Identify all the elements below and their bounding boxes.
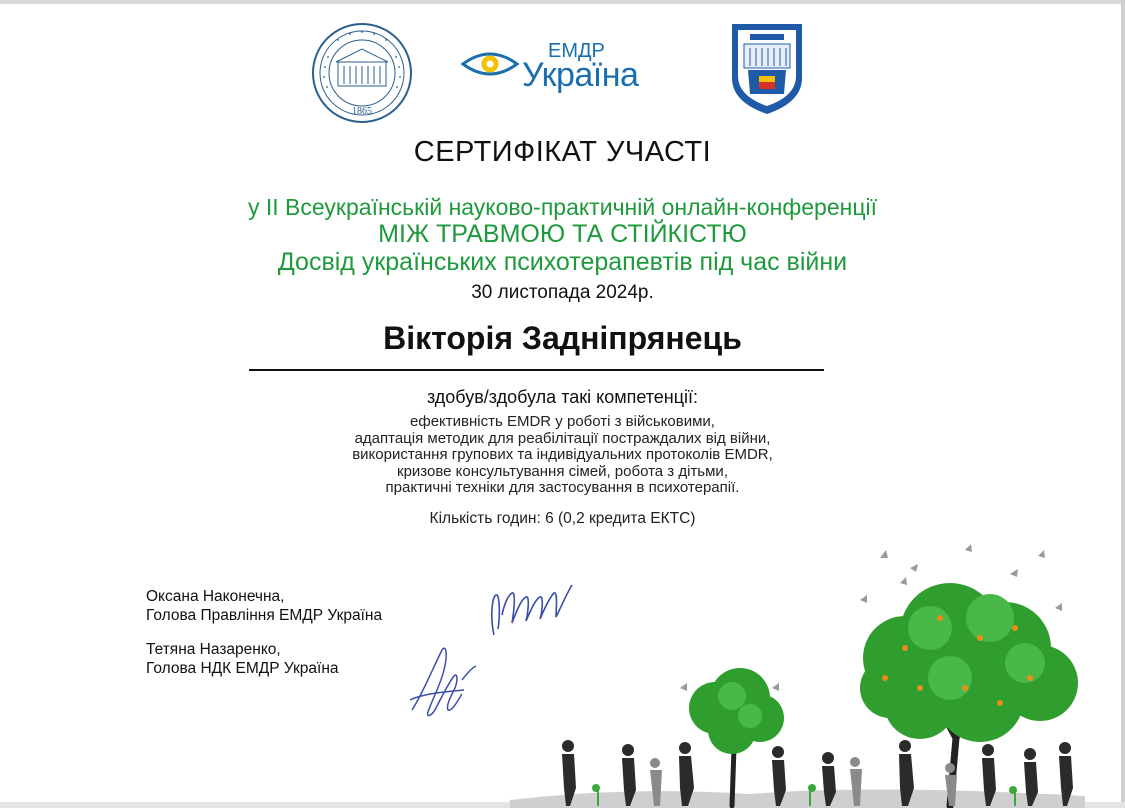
emdr-ukraine-logo — [460, 36, 660, 100]
competencies-list — [0, 414, 1125, 497]
signatory-name: Оксана Наконечна, — [146, 588, 285, 605]
signatory-block — [146, 587, 382, 625]
tree-planting-illustration — [510, 538, 1085, 808]
competency-item: практичні техніки для застосування в психотерапії. — [385, 479, 740, 496]
eye-icon — [460, 48, 520, 80]
competency-item: ефективність EMDR у роботі з військовими, — [410, 413, 715, 430]
competency-item: кризове консультування сімей, робота з дітьми, — [397, 462, 728, 480]
competency-item: адаптація методик для реабілітації постраждалих від війни, — [354, 429, 771, 447]
conference-date: 30 листопада 2024р. — [471, 282, 654, 303]
conference-name: МІЖ ТРАВМОЮ ТА СТІЙКІСТЮ — [378, 220, 747, 248]
shield-emblem-logo — [726, 20, 808, 116]
signature-2 — [402, 640, 482, 725]
conference-tagline: Досвід українських психотерапевтів під час війни — [277, 248, 848, 276]
hours-credits: Кількість годин: 6 (0,2 кредита ЕКТС) — [429, 510, 696, 527]
signatory-name: Тетяна Назаренко, — [146, 641, 281, 658]
conference-subtitle: у II Всеукраїнській науково-практичній онлайн-конференції — [248, 194, 877, 220]
university-seal-logo — [308, 22, 416, 125]
emdr-brand-main: Україна — [522, 56, 639, 94]
university-year: 1865 — [352, 106, 372, 117]
competencies-heading: здобув/здобула такі компетенції: — [426, 387, 699, 407]
signatory-role: Голова Правління ЕМДР Україна — [146, 607, 383, 624]
page-border-top — [0, 0, 1125, 4]
signatory-block — [146, 640, 339, 678]
certificate-title: СЕРТИФІКАТ УЧАСТІ — [413, 136, 712, 168]
name-underline — [249, 369, 824, 371]
recipient-name: Вікторія Задніпрянець — [383, 320, 742, 356]
competency-item: використання групових та індивідуальних протоколів EMDR, — [352, 446, 773, 463]
signatory-role: Голова НДК ЕМДР Україна — [146, 660, 339, 677]
emdr-brand-top: ЕМДР — [548, 40, 605, 62]
